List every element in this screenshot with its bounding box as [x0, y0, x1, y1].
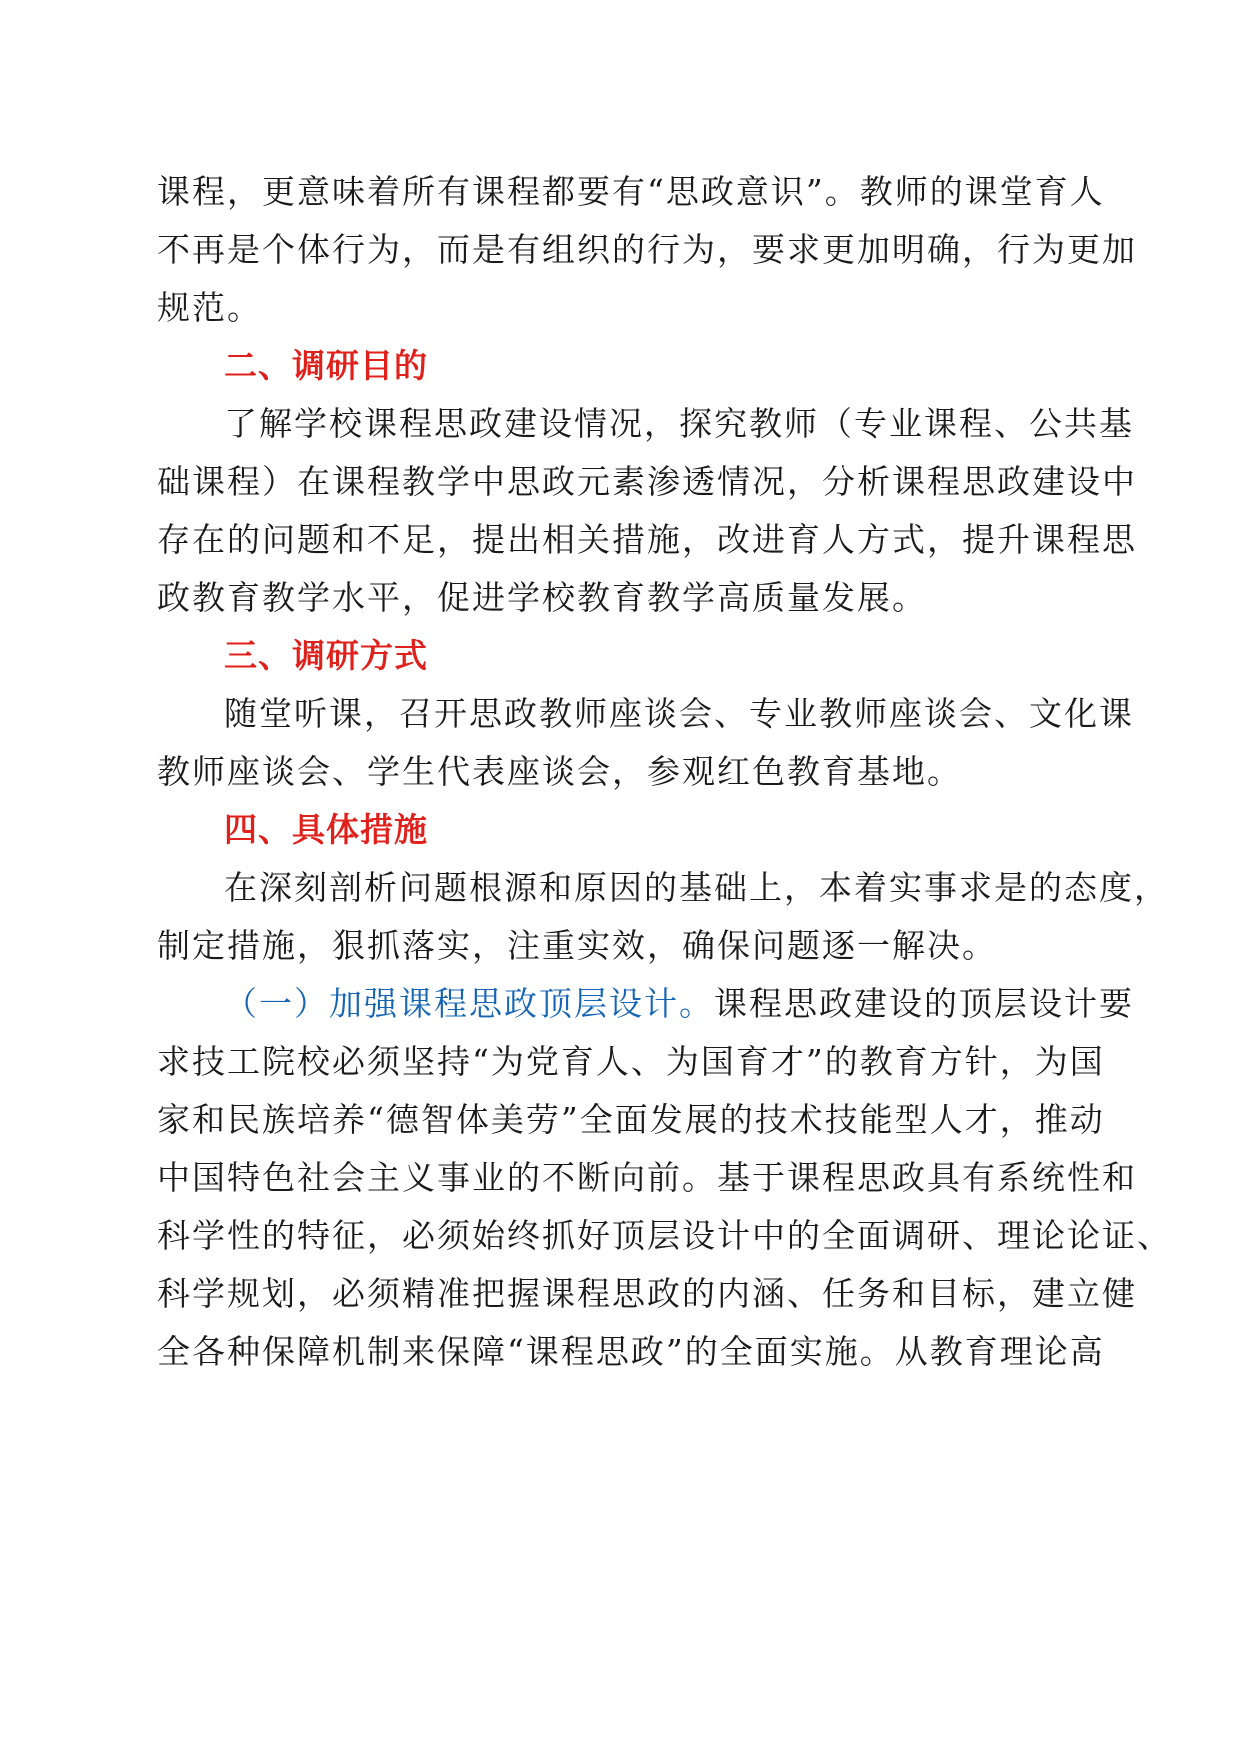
section-heading-method: 三、调研方式 — [224, 636, 428, 675]
text-line: 不再是个体行为，而是有组织的行为，要求更加明确，行为更加 — [157, 230, 1137, 269]
text-line: 家和民族培养“德智体美劳”全面发展的技术技能型人才，推动 — [157, 1100, 1105, 1139]
subsection-title: （一）加强课程思政顶层设计。 — [224, 984, 714, 1023]
section-heading-measures: 四、具体措施 — [224, 810, 428, 849]
section-heading-purpose: 二、调研目的 — [224, 346, 428, 385]
text-line: 课程，更意味着所有课程都要有“思政意识”。教师的课堂育人 — [157, 172, 1105, 211]
text-line: 全各种保障机制来保障“课程思政”的全面实施。从教育理论高 — [157, 1332, 1105, 1371]
text-line: 随堂听课，召开思政教师座谈会、专业教师座谈会、文化课 — [224, 694, 1134, 733]
text-line: 科学性的特征，必须始终抓好顶层设计中的全面调研、理论论证、 — [157, 1216, 1172, 1255]
text-line: 中国特色社会主义事业的不断向前。基于课程思政具有系统性和 — [157, 1158, 1137, 1197]
text-line: 础课程）在课程教学中思政元素渗透情况，分析课程思政建设中 — [157, 462, 1137, 501]
subsection-text: 课程思政建设的顶层设计要 — [714, 984, 1134, 1023]
text-line: 规范。 — [157, 288, 262, 327]
text-line: 求技工院校必须坚持“为党育人、为国育才”的教育方针，为国 — [157, 1042, 1105, 1081]
text-line: 了解学校课程思政建设情况，探究教师（专业课程、公共基 — [224, 404, 1134, 443]
text-line: 政教育教学水平，促进学校教育教学高质量发展。 — [157, 578, 927, 617]
text-line: 教师座谈会、学生代表座谈会，参观红色教育基地。 — [157, 752, 962, 791]
text-line: 存在的问题和不足，提出相关措施，改进育人方式，提升课程思 — [157, 520, 1137, 559]
text-line: 科学规划，必须精准把握课程思政的内涵、任务和目标，建立健 — [157, 1274, 1137, 1313]
text-line: 在深刻剖析问题根源和原因的基础上，本着实事求是的态度， — [224, 868, 1169, 907]
subsection-first-line — [224, 984, 1154, 1024]
text-line: 制定措施，狠抓落实，注重实效，确保问题逐一解决。 — [157, 926, 997, 965]
